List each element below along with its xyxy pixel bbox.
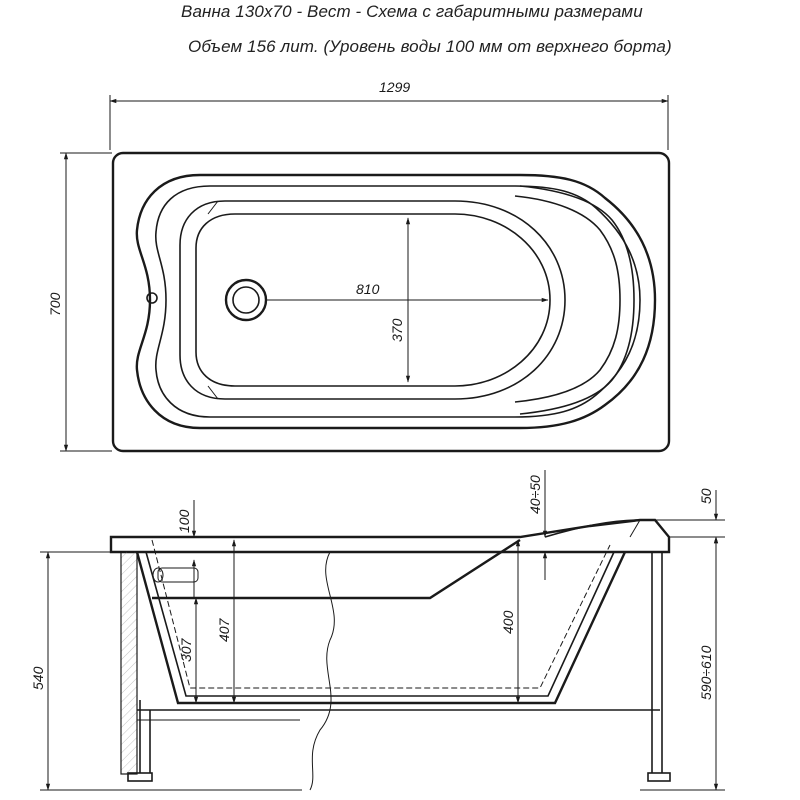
label-headrest-height: 50 <box>698 488 714 504</box>
side-rim <box>111 520 669 552</box>
diagram-subtitle: Объем 156 лит. (Уровень воды 100 мм от верхнего борта) <box>188 37 672 56</box>
label-inner-width: 370 <box>389 318 405 342</box>
label-overall-length: 1299 <box>379 79 411 95</box>
side-body <box>137 552 625 703</box>
label-adjustable-height: 590÷610 <box>698 645 714 700</box>
label-total-height: 540 <box>30 666 46 690</box>
drain-inner <box>233 287 259 313</box>
seat-shelf <box>152 540 520 598</box>
bathtub-bowl-contour-2 <box>156 186 640 417</box>
overflow-hole <box>147 293 157 303</box>
label-inner-length: 810 <box>356 281 380 297</box>
top-view <box>60 95 669 451</box>
drain-outer <box>226 280 266 320</box>
label-backrest-offset: 40÷50 <box>527 475 543 514</box>
label-overall-width: 700 <box>47 292 63 316</box>
leg-foot-right <box>648 773 670 781</box>
label-water-depth: 100 <box>176 509 192 533</box>
label-depth-307: 307 <box>178 638 194 662</box>
diagram-title: Ванна 130х70 - Вест - Схема с габаритными размерами <box>181 2 643 21</box>
label-depth-400: 400 <box>500 610 516 634</box>
end-panel <box>121 552 137 774</box>
label-depth-407: 407 <box>216 618 232 642</box>
side-view <box>40 470 725 790</box>
